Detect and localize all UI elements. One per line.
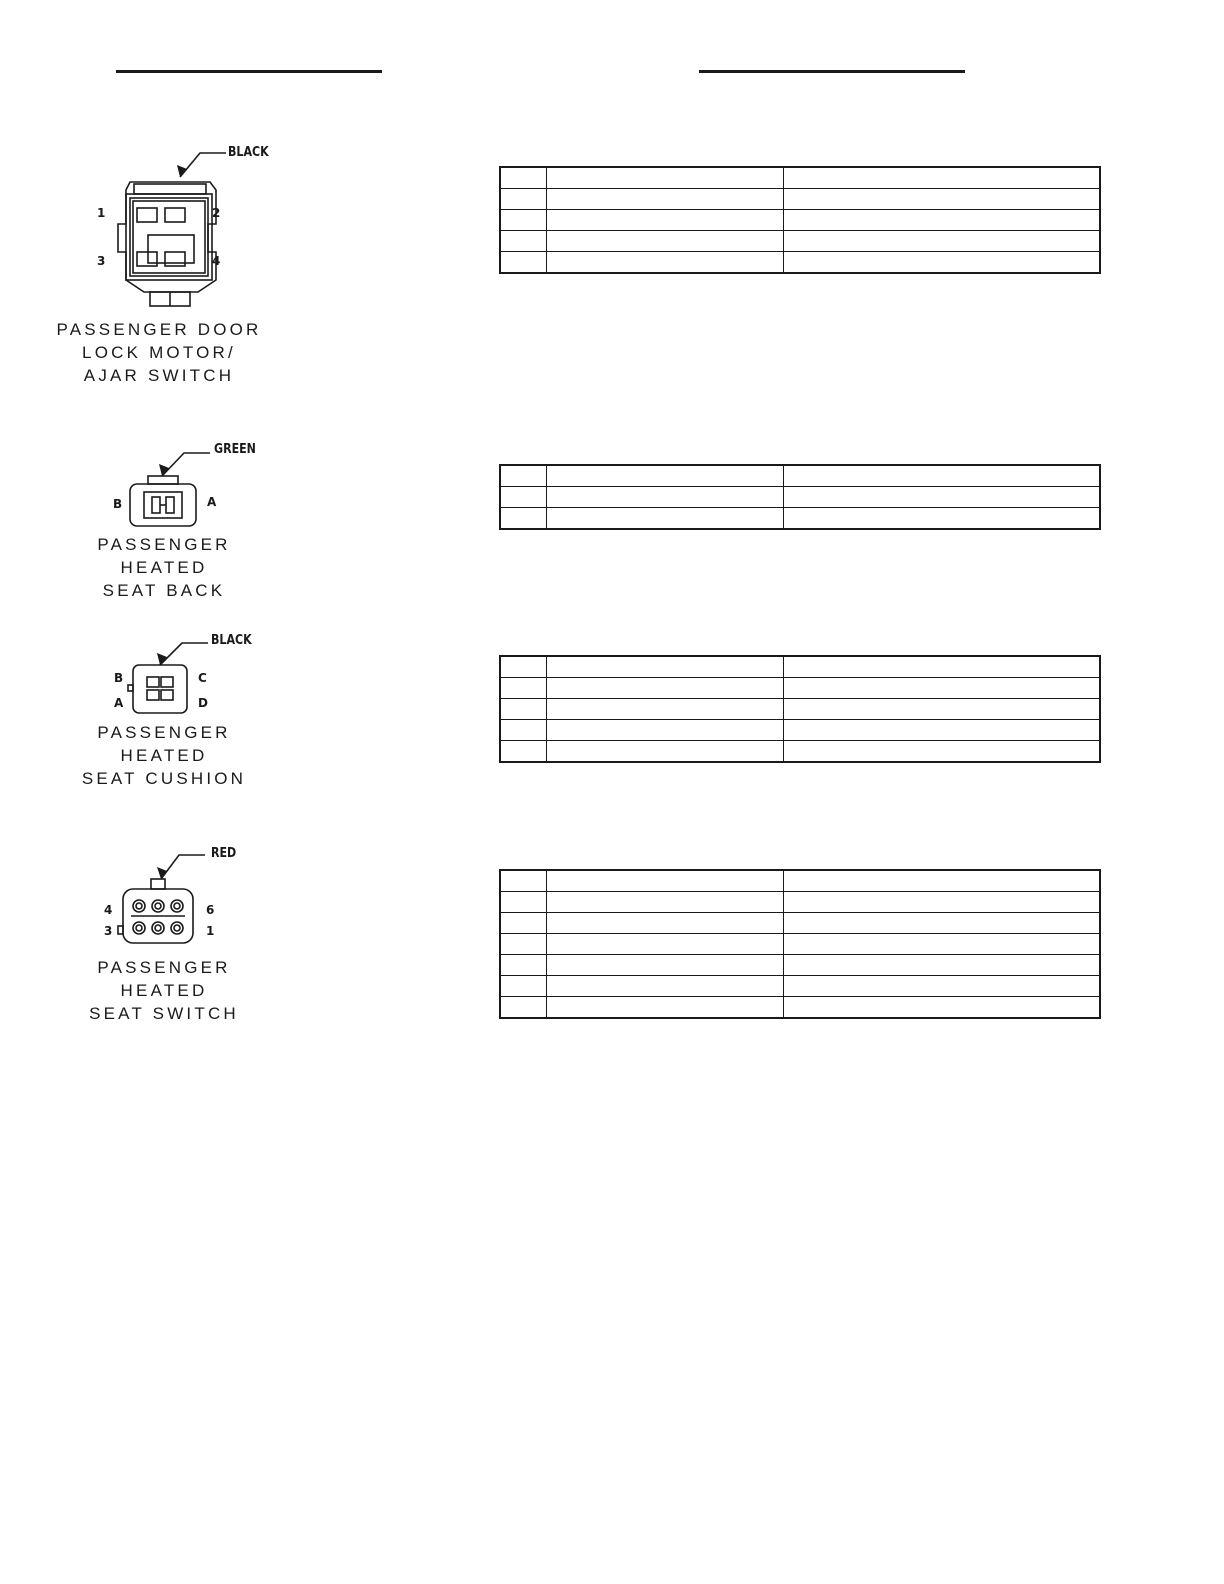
table-row: [500, 252, 1100, 274]
seat-switch-pin-3: 3: [104, 924, 113, 938]
seat-cushion-pin-d: D: [198, 696, 208, 710]
header-rule-right: [699, 70, 965, 73]
table-row: [500, 508, 1100, 530]
door-lock-pin-2: 2: [212, 206, 221, 220]
door-lock-connector-diagram: [90, 140, 290, 320]
seat-cushion-connector-diagram: [100, 630, 280, 720]
seat-switch-connector-diagram: [95, 842, 275, 952]
seat-switch-color-label: RED: [211, 846, 237, 861]
seat-cushion-color-label: BLACK: [211, 633, 252, 648]
table-row: [500, 741, 1100, 763]
seat-cushion-caption: PASSENGER HEATED SEAT CUSHION: [81, 723, 247, 788]
seat-back-connector-diagram: [100, 440, 280, 540]
table-row: [500, 656, 1100, 678]
seat-back-caption: PASSENGER HEATED SEAT BACK: [97, 535, 231, 600]
table-row: [500, 720, 1100, 741]
seat-back-color-label: GREEN: [214, 442, 256, 457]
seat-cushion-connector-icon: [100, 630, 280, 720]
table-row: [500, 976, 1100, 997]
table-row: [500, 210, 1100, 231]
table-row: [500, 955, 1100, 976]
table-row: [500, 870, 1100, 892]
table-row: [500, 997, 1100, 1019]
seat-switch-pin-6: 6: [206, 903, 215, 917]
door-lock-pin-3: 3: [97, 254, 106, 268]
seat-cushion-pin-c: C: [198, 671, 207, 685]
seat-cushion-pinout-table: [499, 655, 1101, 763]
door-lock-caption: PASSENGER DOOR LOCK MOTOR/ AJAR SWITCH: [56, 320, 262, 385]
table-row: [500, 487, 1100, 508]
table-row: [500, 231, 1100, 252]
door-lock-pin-1: 1: [97, 206, 106, 220]
table-row: [500, 678, 1100, 699]
door-lock-pinout-table: [499, 166, 1101, 274]
table-row: [500, 189, 1100, 210]
door-lock-color-label: BLACK: [228, 145, 269, 160]
seat-back-pin-b: B: [113, 497, 123, 511]
door-lock-connector-icon: [90, 140, 290, 320]
door-lock-pin-4: 4: [212, 254, 221, 268]
table-row: [500, 167, 1100, 189]
header-rule-left: [116, 70, 382, 73]
table-row: [500, 465, 1100, 487]
seat-switch-caption: PASSENGER HEATED SEAT SWITCH: [89, 958, 239, 1023]
seat-switch-pin-1: 1: [206, 924, 215, 938]
seat-back-pin-a: A: [207, 495, 217, 509]
table-row: [500, 892, 1100, 913]
seat-back-pinout-table: [499, 464, 1101, 530]
table-row: [500, 913, 1100, 934]
table-row: [500, 934, 1100, 955]
seat-switch-pin-4: 4: [104, 903, 113, 917]
seat-switch-pinout-table: [499, 869, 1101, 1019]
seat-cushion-pin-a: A: [114, 696, 124, 710]
seat-switch-connector-icon: [95, 842, 275, 952]
table-row: [500, 699, 1100, 720]
seat-cushion-pin-b: B: [114, 671, 124, 685]
